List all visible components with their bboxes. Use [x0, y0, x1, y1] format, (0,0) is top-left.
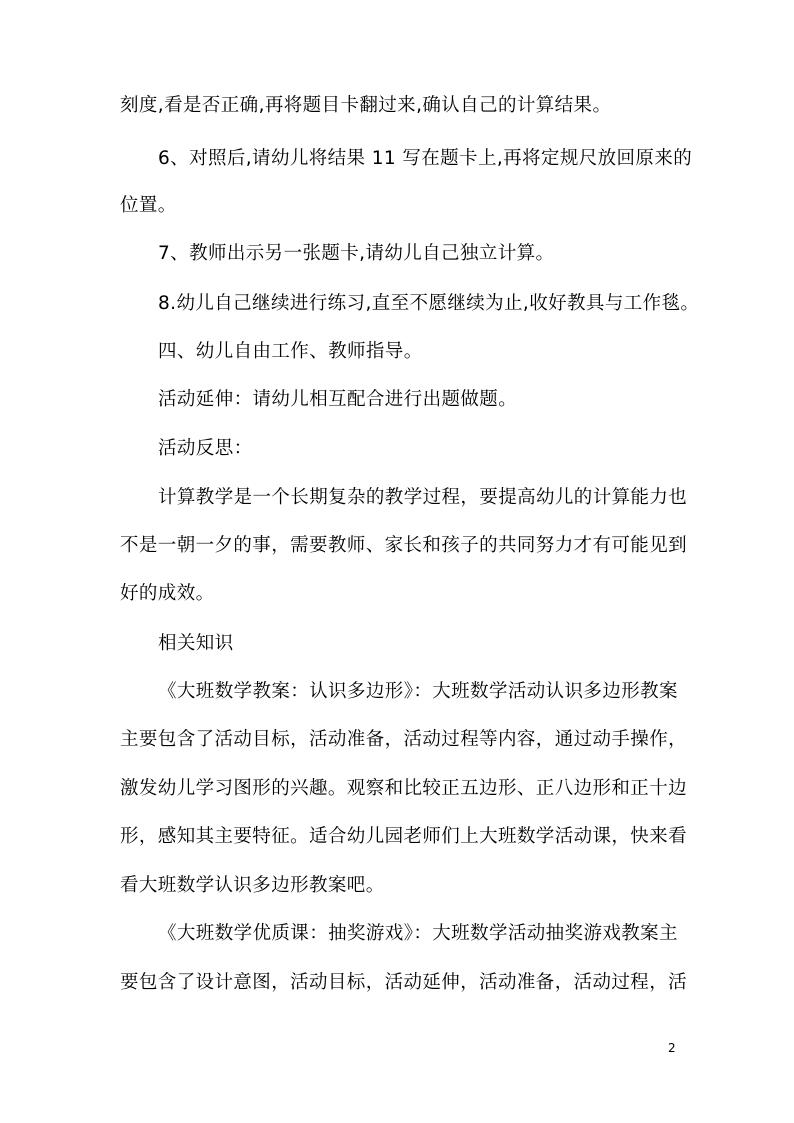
text-line: 不是一朝一夕的事，需要教师、家长和孩子的共同努力才有可能见到 [120, 535, 688, 556]
text-line: 活动反思： [158, 438, 253, 459]
text-line: 8.幼儿自己继续进行练习,直至不愿继续为止,收好教具与工作毯。 [158, 293, 700, 314]
text-line: 激发幼儿学习图形的兴趣。观察和比较正五边形、正八边形和正十边 [120, 778, 688, 799]
text-line: 位置。 [120, 195, 177, 216]
text-line: 《大班数学优质课：抽奖游戏》：大班数学活动抽奖游戏教案主 [158, 923, 678, 944]
text-line: 活动延伸：请幼儿相互配合进行出题做题。 [158, 389, 518, 410]
text-line: 6、对照后,请幼儿将结果 11 写在题卡上,再将定规尺放回原来的 [158, 148, 693, 169]
text-line: 看大班数学认识多边形教案吧。 [120, 875, 385, 896]
text-line: 四、幼儿自由工作、教师指导。 [158, 341, 423, 362]
text-line: 好的成效。 [120, 583, 215, 604]
text-line: 7、教师出示另一张题卡,请幼儿自己独立计算。 [158, 243, 555, 264]
text-line: 计算教学是一个长期复杂的教学过程，要提高幼儿的计算能力也 [158, 487, 688, 508]
text-line: 要包含了设计意图，活动目标，活动延伸，活动准备，活动过程，活 [120, 972, 688, 993]
text-line: 刻度,看是否正确,再将题目卡翻过来,确认自己的计算结果。 [120, 95, 612, 116]
text-line: 《大班数学教案：认识多边形》：大班数学活动认识多边形教案 [158, 681, 678, 702]
section-heading: 相关知识 [158, 633, 234, 654]
page-number: 2 [668, 1041, 676, 1055]
text-line: 主要包含了活动目标，活动准备，活动过程等内容，通过动手操作， [120, 729, 688, 750]
text-line: 形，感知其主要特征。适合幼儿园老师们上大班数学活动课，快来看 [120, 826, 688, 847]
